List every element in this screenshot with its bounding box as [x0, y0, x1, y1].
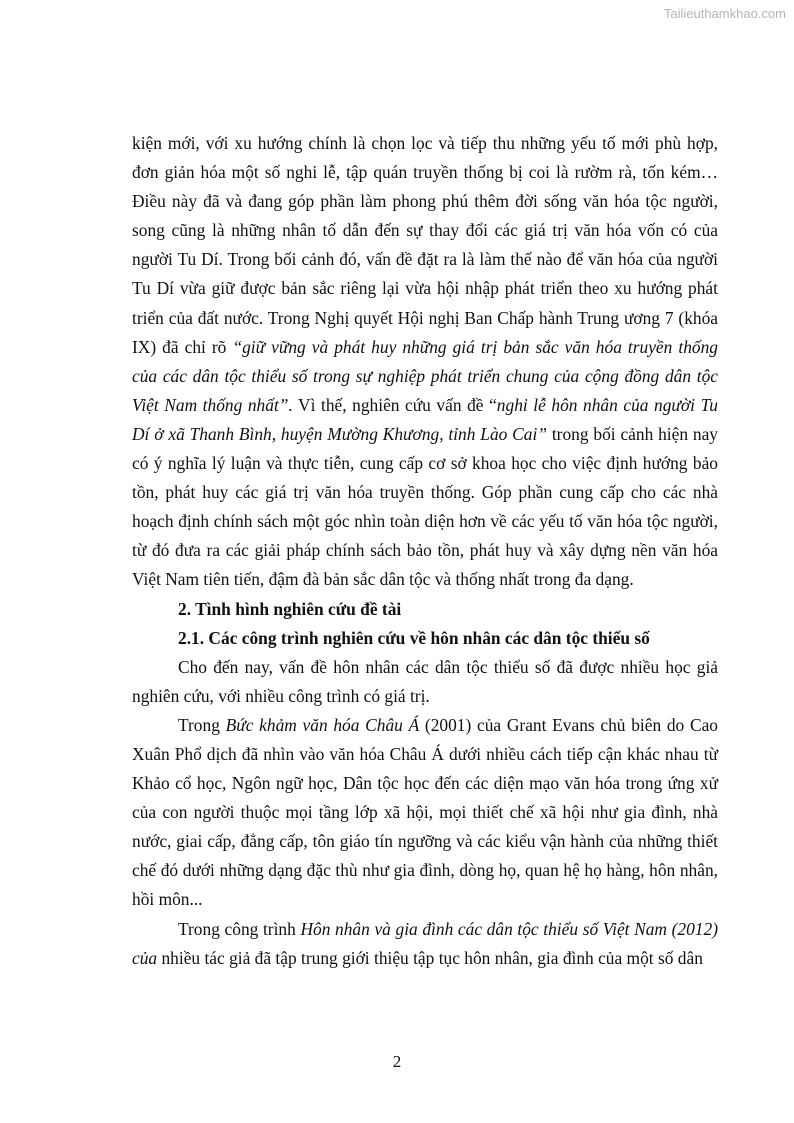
work-2012-lead: Trong công trình	[178, 918, 301, 939]
paragraph-intro: Cho đến nay, vấn đề hôn nhân các dân tộc thiểu số đã được nhiều học giả nghiên cứu, với nhiều công trình có giá trị.	[132, 656, 718, 706]
section-heading-2-1: 2.1. Các công trình nghiên cứu về hôn nhân các dân tộc thiểu số	[178, 627, 650, 648]
paragraph-context-text: kiện mới, với xu hướng chính là chọn lọc và tiếp thu những yếu tố mới phù hợp, đơn giản hóa một số nghi lễ, tập quán truyền thống bị coi là rườm rà, tốn kém… Điều này đã và đang góp phần làm phong phú thêm đời sống văn hóa tộc người, song cũng là những nhân tố dẫn đến sự thay đổi các giá trị văn hóa vốn có của người Tu Dí. Trong bối cảnh đó, vấn đề đặt ra là làm thế nào để văn hóa của người Tu Dí vừa giữ được bản sắc riêng lại vừa hội nhập phát triển theo xu hướng phát triển của đất nước. Trong Nghị quyết Hội nghị Ban Chấp hành Trung ương 7 (khóa IX) đã chỉ rõ	[132, 133, 718, 357]
evans-rest: (2001) của Grant Evans chủ biên do Cao Xuân Phổ dịch đã nhìn vào văn hóa Châu Á dưới nhiều cách tiếp cận khác nhau từ Khảo cổ học, Ngôn ngữ học, Dân tộc học đến các diện mạo văn hóa trong ứng xử của con người thuộc mọi tầng lớp xã hội, mọi thiết chế xã hội như gia đình, nhà nước, giai cấp, đẳng cấp, tôn giáo tín ngưỡng và các kiểu vận hành của những thiết chế đó dưới những dạng đặc thù như gia đình, dòng họ, quan hệ họ hàng, hôn nhân, hồi môn...	[132, 714, 718, 910]
evans-lead: Trong	[178, 714, 226, 735]
research-topic-lead: Vì thế, nghiên cứu vấn đề “	[298, 394, 497, 415]
section-heading-2: 2. Tình hình nghiên cứu đề tài	[178, 598, 402, 619]
body-text	[132, 129, 718, 973]
page-number: 2	[392, 1052, 402, 1071]
research-significance: trong bối cảnh hiện nay có ý nghĩa lý luận và thực tiễn, cung cấp cơ sở khoa học cho việc định hướng bảo tồn, phát huy các giá trị văn hóa truyền thống. Góp phần cung cấp cho các nhà hoạch định chính sách một góc nhìn toàn diện hơn về các yếu tố văn hóa tộc người, từ đó đưa ra các giải pháp chính sách bảo tồn, phát huy và xây dựng nền văn hóa Việt Nam tiên tiến, đậm đà bản sắc dân tộc và thống nhất trong đa dạng.	[132, 423, 719, 590]
work-2012-title: Hôn nhân và gia đình các dân tộc thiểu số Việt Nam (2012) của	[132, 918, 718, 968]
quote-resolution: “giữ vững và phát huy những giá trị bản sắc văn hóa truyền thống của các dân tộc thiểu số trong sự nghiệp phát triển chung của cộng đồng dân tộc Việt Nam thống nhất”.	[132, 336, 718, 415]
paragraph-context	[132, 129, 718, 595]
evans-book-title: Bức khảm văn hóa Châu Á	[225, 714, 420, 735]
work-2012-rest: nhiều tác giả đã tập trung giới thiệu tập tục hôn nhân, gia đình của một số dân	[157, 947, 703, 968]
watermark: Tailieuthamkhao.com	[663, 6, 786, 21]
paragraph-evans	[132, 711, 718, 915]
paragraph-2012	[132, 915, 718, 973]
research-topic-title: nghi lễ hôn nhân của người Tu Dí ở xã Thanh Bình, huyện Mường Khương, tỉnh Lào Cai”	[132, 394, 718, 444]
